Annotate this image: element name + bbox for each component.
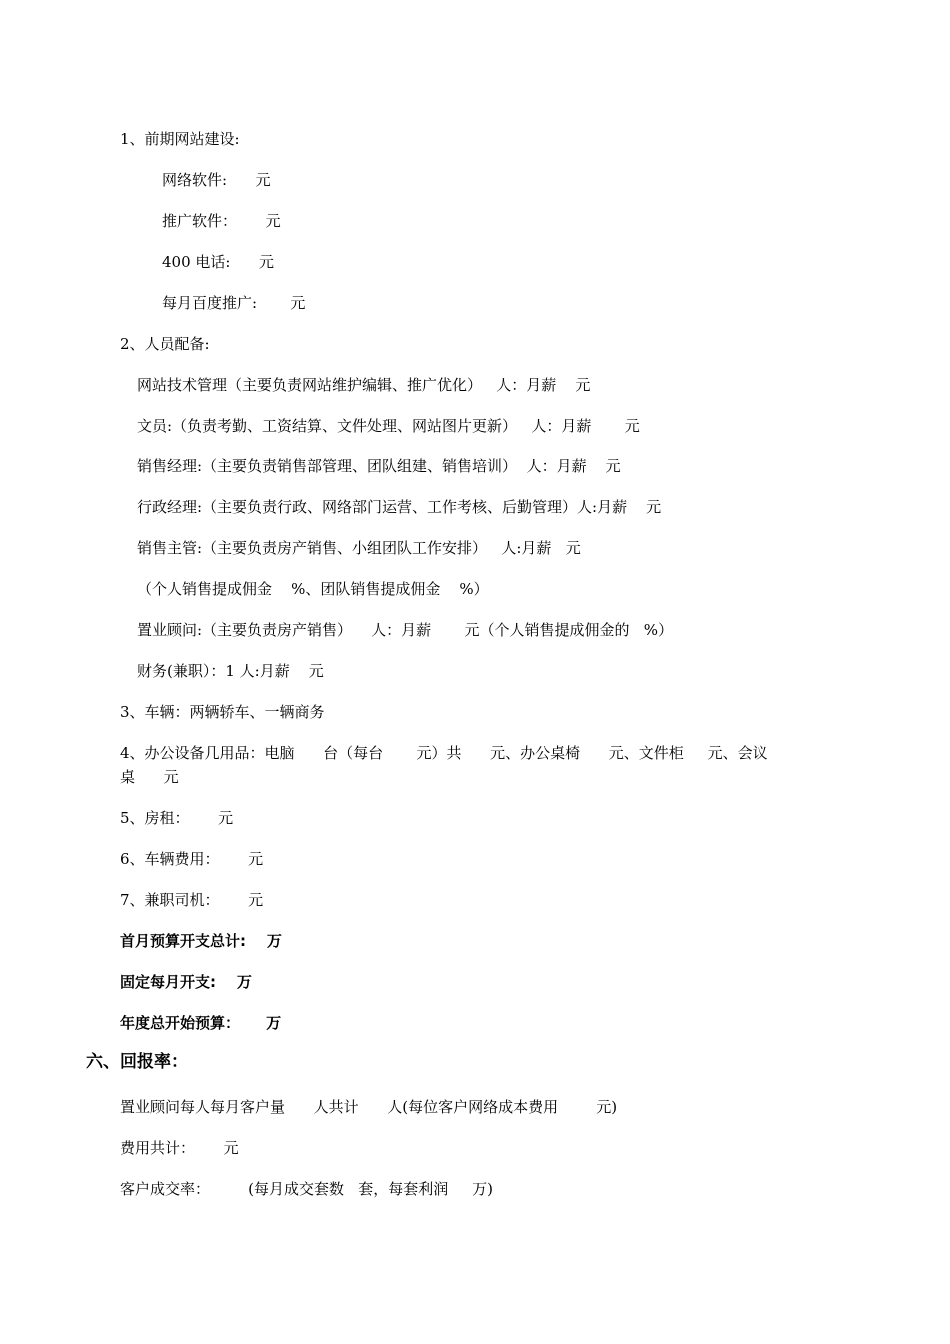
- item-baidu-promotion: 每月百度推广: 元: [162, 294, 306, 312]
- section-2-title: 2、人员配备:: [120, 335, 210, 353]
- item-network-software: 网络软件: 元: [162, 171, 271, 189]
- section-4-office-line1: 4、办公设备几用品：电脑 台（每台 元）共 元、办公桌椅 元、文件柜 元、会议: [120, 744, 768, 762]
- section-7-driver: 7、兼职司机： 元: [120, 891, 264, 909]
- total-first-month: 首月预算开支总计: 万: [120, 932, 282, 950]
- section-4-office-line2: 桌 元: [120, 768, 179, 786]
- staff-sales-supervisor: 销售主管:（主要负责房产销售、小组团队工作安排） 人:月薪 元: [137, 539, 581, 557]
- section-5-rent: 5、房租： 元: [120, 809, 234, 827]
- return-rate-heading: 六、回报率：: [86, 1052, 188, 1072]
- staff-web-tech: 网站技术管理（主要负责网站维护编辑、推广优化） 人：月薪 元: [137, 376, 591, 394]
- return-conversion-rate: 客户成交率： (每月成交套数 套，每套利润 万): [120, 1180, 493, 1198]
- staff-admin-manager: 行政经理:（主要负责行政、网络部门运营、工作考核、后勤管理）人:月薪 元: [137, 498, 662, 516]
- item-400-phone: 400 电话: 元: [162, 253, 275, 271]
- return-total-cost: 费用共计： 元: [120, 1139, 239, 1157]
- staff-property-consultant: 置业顾问:（主要负责房产销售） 人：月薪 元（个人销售提成佣金的 %）: [137, 621, 674, 639]
- total-fixed-monthly: 固定每月开支: 万: [120, 973, 252, 991]
- section-1-title: 1、前期网站建设:: [120, 130, 240, 148]
- item-promotion-software: 推广软件： 元: [162, 212, 281, 230]
- return-customer-volume: 置业顾问每人每月客户量 人共计 人(每位客户网络成本费用 元): [120, 1098, 618, 1116]
- section-3-vehicles: 3、车辆：两辆轿车、一辆商务: [120, 703, 325, 721]
- staff-sales-manager: 销售经理:（主要负责销售部管理、团队组建、销售培训） 人：月薪 元: [137, 457, 621, 475]
- staff-commission-note: （个人销售提成佣金 %、团队销售提成佣金 %）: [137, 580, 489, 598]
- staff-finance: 财务(兼职）：1 人:月薪 元: [137, 662, 324, 680]
- section-6-vehicle-cost: 6、车辆费用： 元: [120, 850, 264, 868]
- staff-clerk: 文员:（负责考勤、工资结算、文件处理、网站图片更新） 人：月薪 元: [137, 417, 640, 435]
- total-annual: 年度总开始预算： 万: [120, 1014, 282, 1032]
